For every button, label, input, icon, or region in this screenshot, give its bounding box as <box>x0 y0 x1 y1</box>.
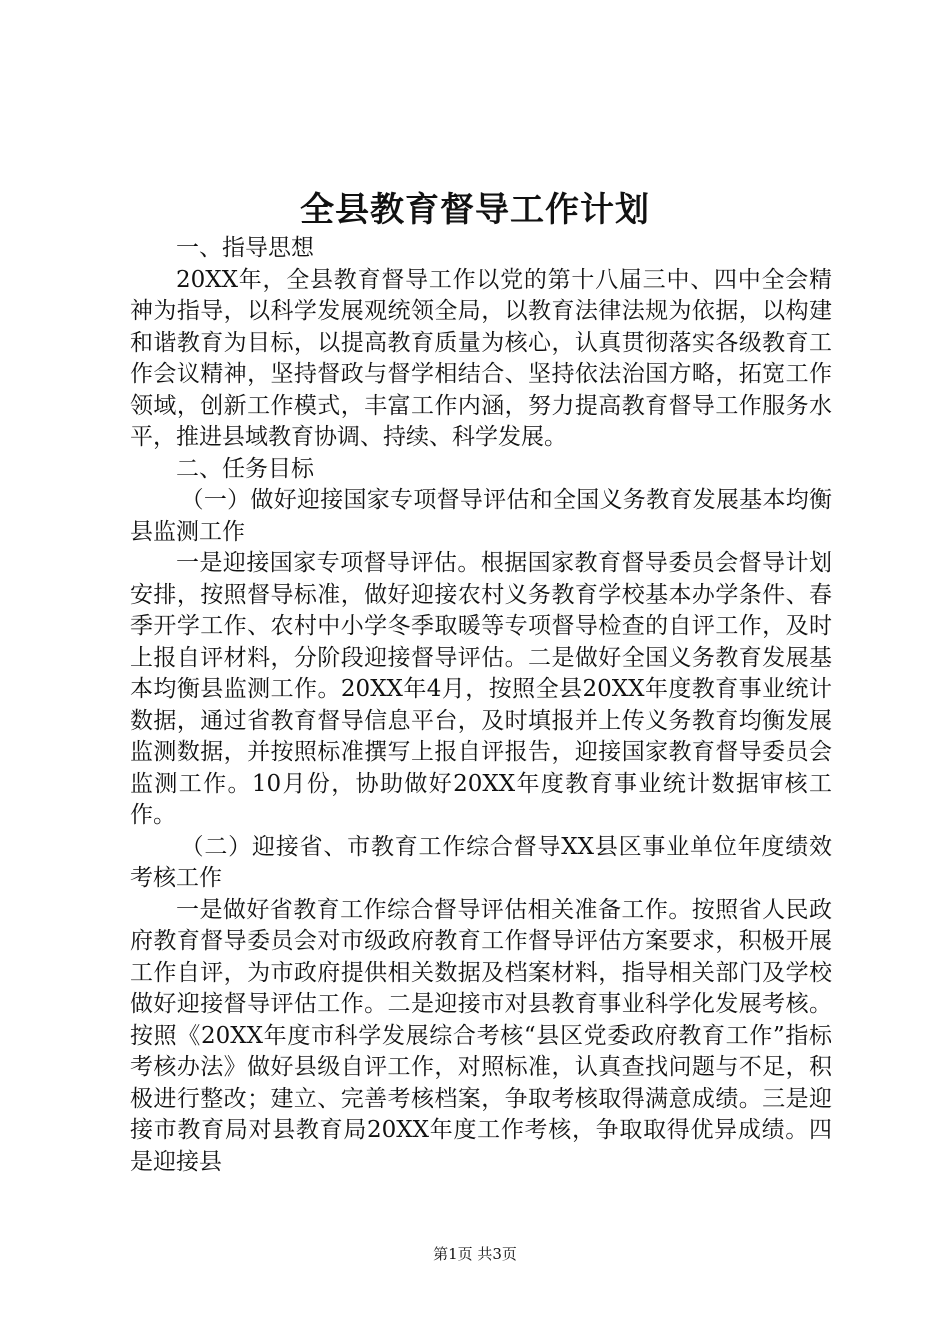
page-footer: 第1页 共3页 <box>433 1245 517 1263</box>
subsection-heading-national-inspection: （一）做好迎接国家专项督导评估和全国义务教育发展基本均衡县监测工作 <box>130 487 832 545</box>
section-heading-guiding-thought: 一、指导思想 <box>176 235 314 261</box>
section-heading-task-goals: 二、任务目标 <box>176 455 314 482</box>
paragraph-guiding-thought: 20XX年，全县教育督导工作以党的第十八届三中、四中全会精神为指导，以科学发展观统领全局，以教育法律法规为依据，以构建和谐教育为目标，以提高教育质量为核心，认真贯彻落实各级教育工作会议精神，坚持督政与督学相结合、坚持依法治国方略，拓宽工作领域，创新工作模式，丰富工作内涵，努力提高教育督导工作服务水平，推进县域教育协调、持续、科学发展。 <box>130 266 832 450</box>
subsection-heading-provincial-inspection: （二）迎接省、市教育工作综合督导XX县区事业单位年度绩效考核工作 <box>130 833 832 891</box>
page-title: 全县教育督导工作计划 <box>300 190 650 230</box>
paragraph-national-inspection: 一是迎接国家专项督导评估。根据国家教育督导委员会督导计划安排，按照督导标准，做好迎接农村义务教育学校基本办学条件、春季开学工作、农村中小学冬季取暖等专项督导检查的自评工作，及时上报自评材料，分阶段迎接督导评估。二是做好全国义务教育发展基本均衡县监测工作。20XX年4月，按照全县20XX年度教育事业统计数据，通过省教育督导信息平台，及时填报并上传义务教育均衡发展监测数据，并按照标准撰写上报自评报告，迎接国家教育督导委员会监测工作。10月份，协助做好20XX年度教育事业统计数据审核工作。 <box>130 550 832 828</box>
document-body <box>130 233 832 1178</box>
paragraph-provincial-inspection: 一是做好省教育工作综合督导评估相关准备工作。按照省人民政府教育督导委员会对市级政府教育工作督导评估方案要求，积极开展工作自评，为市政府提供相关数据及档案材料，指导相关部门及学校做好迎接督导评估工作。二是迎接市对县教育事业科学化发展考核。按照《20XX年度市科学发展综合考核“县区党委政府教育工作”指标考核办法》做好县级自评工作，对照标准，认真查找问题与不足，积极进行整改；建立、完善考核档案，争取考核取得满意成绩。三是迎接市教育局对县教育局20XX年度工作考核，争取取得优异成绩。四是迎接县 <box>130 896 832 1175</box>
